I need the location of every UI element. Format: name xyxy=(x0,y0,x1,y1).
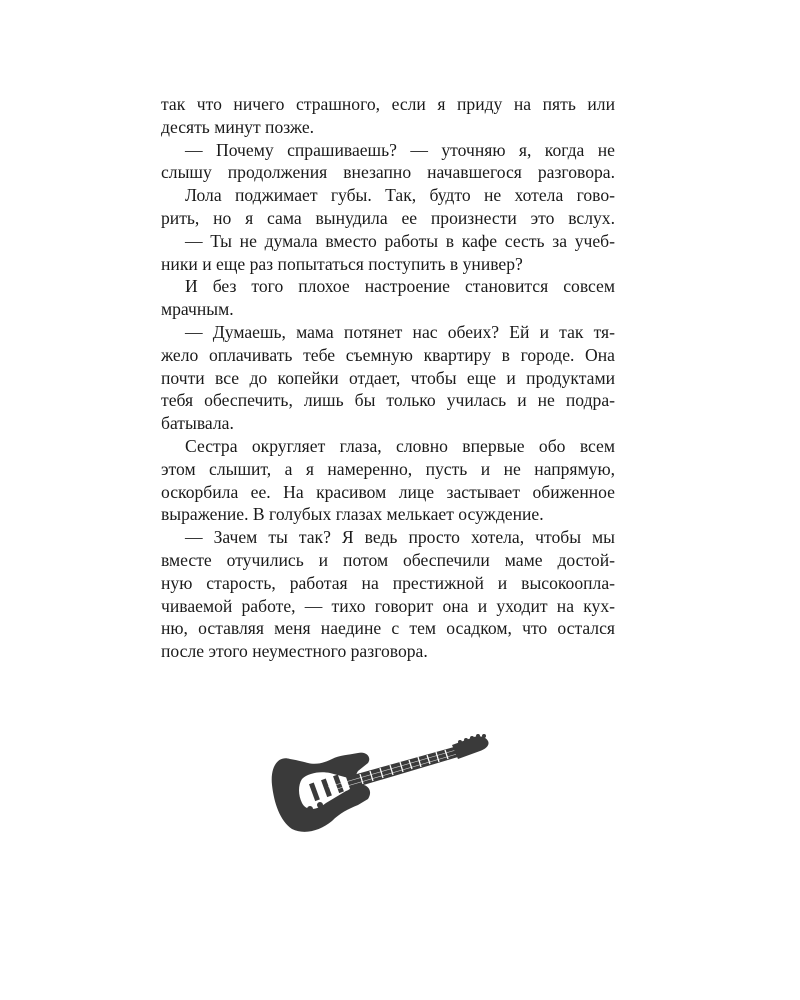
text-line: тебя обеспечить, лишь бы только училась и не подра- xyxy=(161,390,615,411)
text-line: ную старость, работая на престижной и высокоопла- xyxy=(161,572,615,593)
text-line: ники и еще раз попытаться поступить в универ? xyxy=(161,253,523,274)
text-line: Сестра округляет глаза, словно впервые обо всем xyxy=(185,435,615,456)
text-line: оскорбила ее. На красивом лице застывает обиженное xyxy=(161,481,615,502)
text-line: почти все до копейки отдает, чтобы еще и продуктами xyxy=(161,367,615,388)
text-line: выражение. В голубых глазах мелькает осуждение. xyxy=(161,504,544,525)
text-line: И без того плохое настроение становится совсем xyxy=(185,276,615,297)
text-line: Лола поджимает губы. Так, будто не хотела гово- xyxy=(185,185,615,206)
text-line: — Почему спрашиваешь? — уточняю я, когда не xyxy=(185,139,615,160)
electric-guitar-icon xyxy=(268,733,492,835)
text-line: слышу продолжения внезапно начавшегося разговора. xyxy=(161,162,615,183)
text-line: чиваемой работе, — тихо говорит она и уходит на кух- xyxy=(161,595,615,616)
text-line: мрачным. xyxy=(161,299,234,320)
text-line: — Зачем ты так? Я ведь просто хотела, чтобы мы xyxy=(185,527,615,548)
text-line: ню, оставляя меня наедине с тем осадком, что остался xyxy=(161,618,615,639)
text-line: этом слышит, а я намеренно, пусть и не напрямую, xyxy=(161,458,615,479)
text-line: — Ты не думала вместо работы в кафе сесть за учеб- xyxy=(185,230,615,251)
text-line: — Думаешь, мама потянет нас обеих? Ей и так тя- xyxy=(185,321,615,342)
text-line: рить, но я сама вынудила ее произнести это вслух. xyxy=(161,207,615,228)
text-line: вместе отучились и потом обеспечили маме достой- xyxy=(161,549,615,570)
text-line: после этого неуместного разговора. xyxy=(161,641,428,662)
book-text xyxy=(161,93,615,663)
text-line: десять минут позже. xyxy=(161,116,315,137)
text-line: батывала. xyxy=(161,413,234,434)
text-line: так что ничего страшного, если я приду на пять или xyxy=(161,94,615,114)
text-line: жело оплачивать тебе съемную квартиру в городе. Она xyxy=(161,344,615,365)
